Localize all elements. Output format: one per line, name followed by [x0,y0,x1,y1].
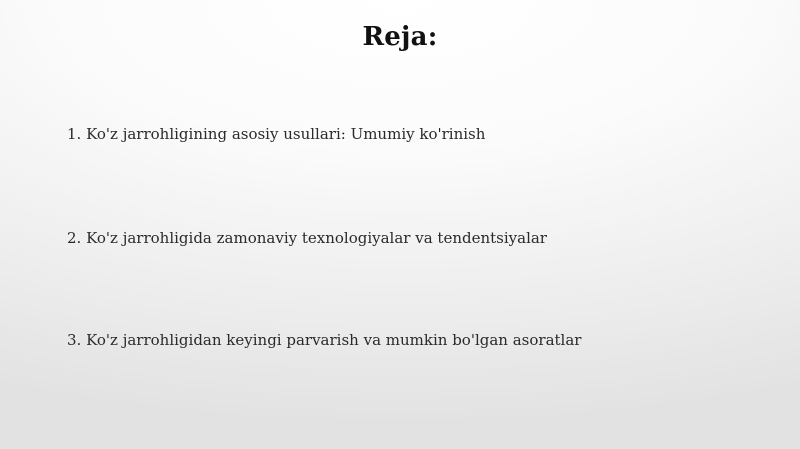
plan-item-3: 3. Ko'z jarrohligidan keyingi parvarish va mumkin bo'lgan asoratlar [67,331,582,349]
plan-item-2: 2. Ko'z jarrohligida zamonaviy texnologiyalar va tendentsiyalar [67,229,547,247]
slide-title: Reja: [362,22,438,52]
plan-item-1: 1. Ko'z jarrohligining asosiy usullari: Umumiy ko'rinish [67,125,486,143]
